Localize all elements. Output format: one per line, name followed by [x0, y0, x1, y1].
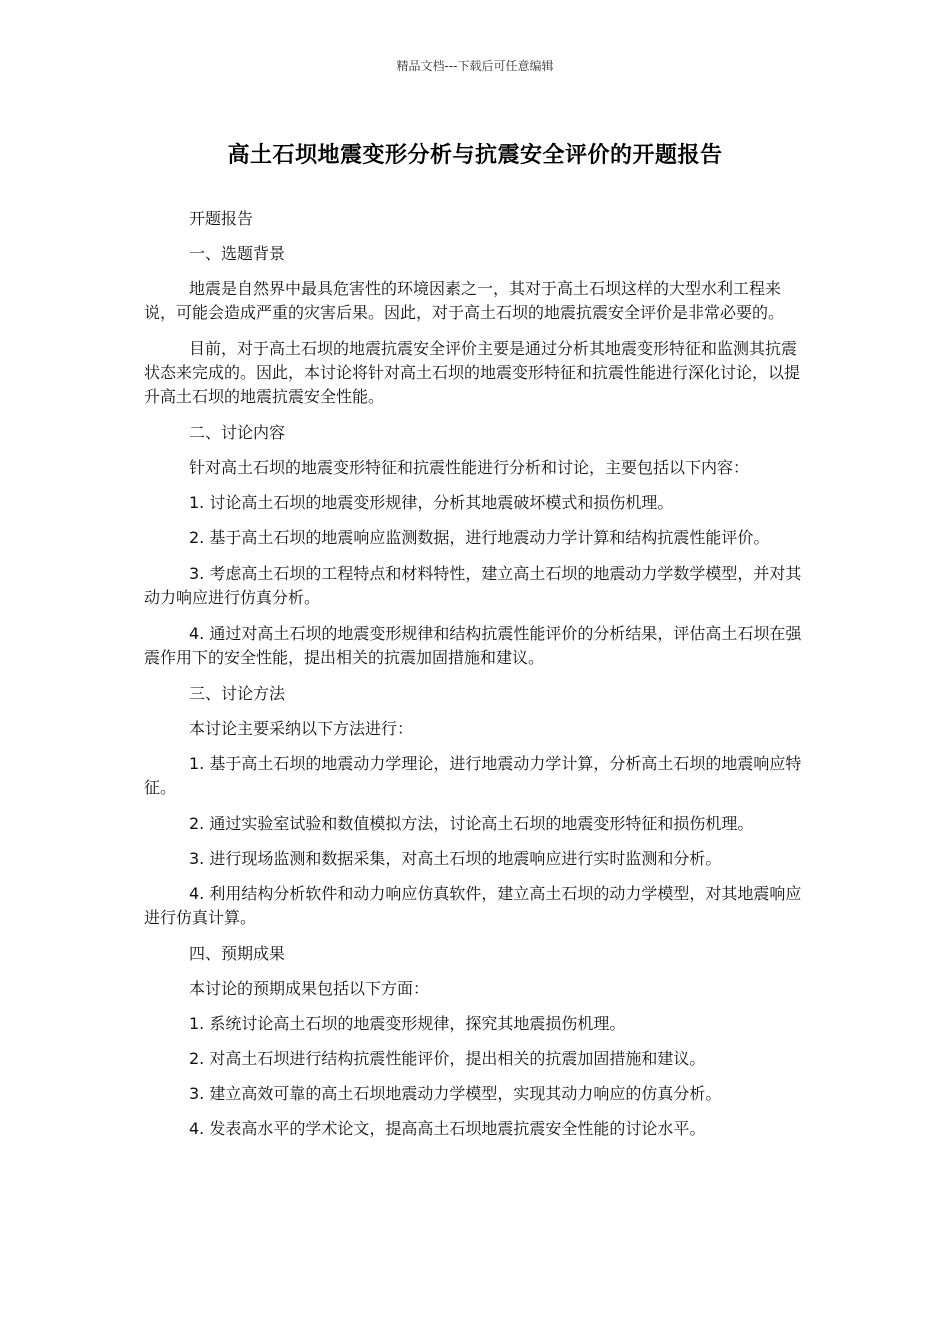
- list-item: 4. 通过对高土石坝的地震变形规律和结构抗震性能评价的分析结果，评估高土石坝在强震作用下的安全性能，提出相关的抗震加固措施和建议。: [144, 624, 802, 667]
- section-heading: 四、预期成果: [189, 944, 286, 963]
- paragraph: 本讨论的预期成果包括以下方面：: [189, 979, 430, 998]
- list-item: 4. 利用结构分析软件和动力响应仿真软件，建立高土石坝的动力学模型，对其地震响应进行仿真计算。: [144, 884, 802, 927]
- section-heading: 二、讨论内容: [189, 423, 286, 442]
- paragraph: 目前，对于高土石坝的地震抗震安全评价主要是通过分析其地震变形特征和监测其抗震状态来完成的。因此，本讨论将针对高土石坝的地震变形特征和抗震性能进行深化讨论，以提升高土石坝的地震抗震安全性能。: [144, 339, 801, 406]
- document-title: 高土石坝地震变形分析与抗震安全评价的开题报告: [227, 143, 723, 168]
- list-item: 3. 进行现场监测和数据采集，对高土石坝的地震响应进行实时监测和分析。: [189, 849, 722, 868]
- section-heading: 三、讨论方法: [189, 684, 286, 703]
- document-body: [144, 207, 806, 1152]
- page-header: 精品文档---下载后可任意编辑: [396, 59, 554, 73]
- paragraph: 开题报告: [189, 209, 254, 228]
- list-item: 1. 系统讨论高土石坝的地震变形规律，探究其地震损伤机理。: [189, 1014, 626, 1033]
- paragraph: 地震是自然界中最具危害性的环境因素之一，其对于高土石坝这样的大型水利工程来说，可能会造成严重的灾害后果。因此，对于高土石坝的地震抗震安全评价是非常必要的。: [144, 279, 785, 322]
- list-item: 2. 通过实验室试验和数值模拟方法，讨论高土石坝的地震变形特征和损伤机理。: [189, 814, 754, 833]
- paragraph: 本讨论主要采纳以下方法进行：: [189, 719, 414, 738]
- list-item: 3. 考虑高土石坝的工程特点和材料特性，建立高土石坝的地震动力学数学模型，并对其动力响应进行仿真分析。: [144, 564, 802, 607]
- list-item: 4. 发表高水平的学术论文，提高高土石坝地震抗震安全性能的讨论水平。: [189, 1119, 706, 1138]
- section-heading: 一、选题背景: [189, 244, 286, 263]
- list-item: 1. 讨论高土石坝的地震变形规律，分析其地震破坏模式和损伤机理。: [189, 493, 674, 512]
- list-item: 2. 对高土石坝进行结构抗震性能评价，提出相关的抗震加固措施和建议。: [189, 1049, 706, 1068]
- list-item: 2. 基于高土石坝的地震响应监测数据，进行地震动力学计算和结构抗震性能评价。: [189, 528, 770, 547]
- list-item: 1. 基于高土石坝的地震动力学理论，进行地震动力学计算，分析高土石坝的地震响应特征。: [144, 754, 802, 797]
- paragraph: 针对高土石坝的地震变形特征和抗震性能进行分析和讨论，主要包括以下内容：: [189, 458, 750, 477]
- list-item: 3. 建立高效可靠的高土石坝地震动力学模型，实现其动力响应的仿真分析。: [189, 1084, 722, 1103]
